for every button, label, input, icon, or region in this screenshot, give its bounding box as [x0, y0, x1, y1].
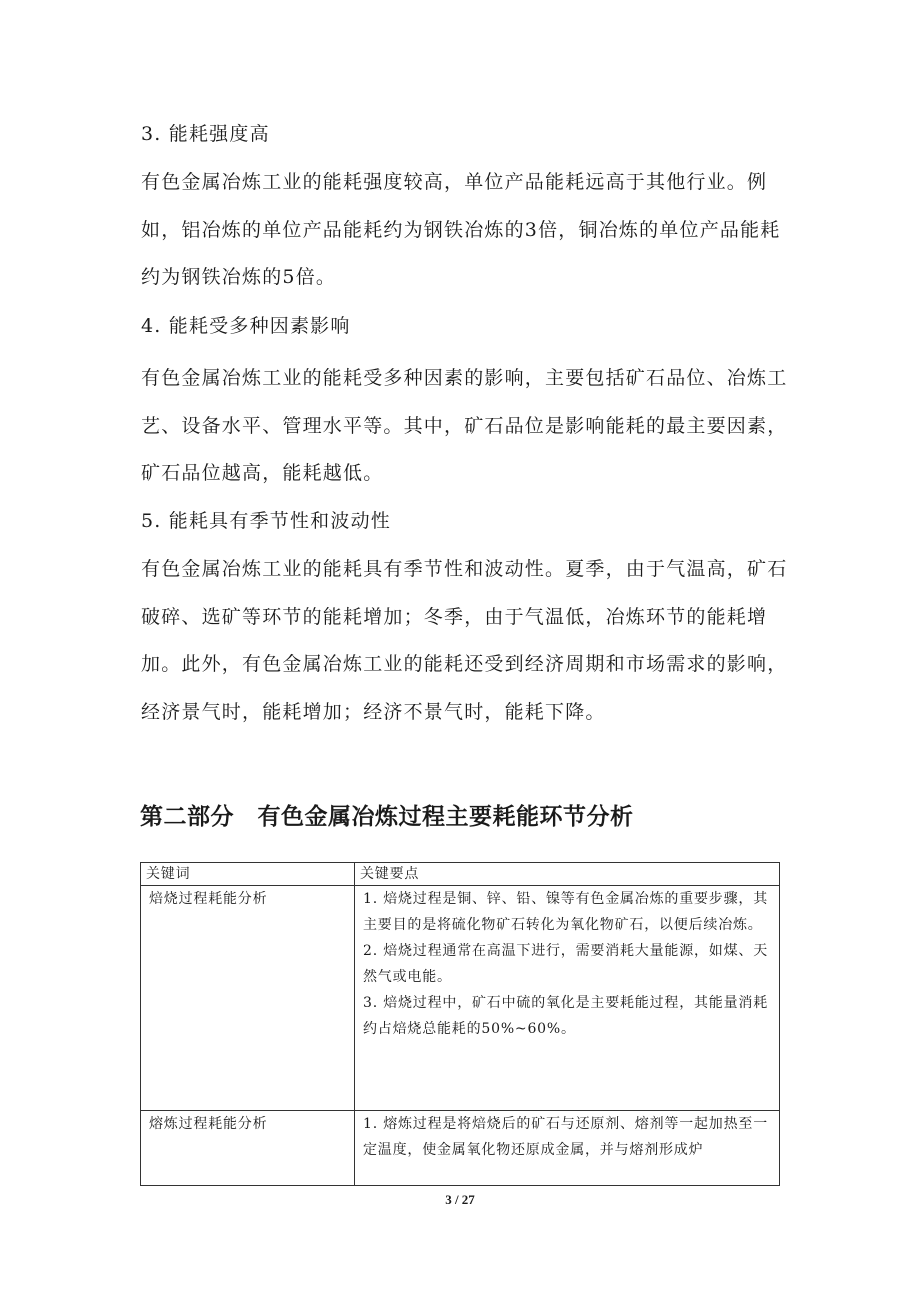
section-heading-3: 3. 能耗强度高: [141, 123, 270, 145]
key-point: 1. 熔炼过程是将焙烧后的矿石与还原剂、熔剂等一起加热至一定温度，使金属氧化物还原成金属，并与熔剂形成炉: [363, 1116, 769, 1158]
part-title: 第二部分 有色金属冶炼过程主要耗能环节分析: [140, 804, 634, 830]
key-point: 3. 焙烧过程中，矿石中硫的氧化是主要耗能过程，其能量消耗约占焙烧总能耗的50%~60%。: [363, 995, 769, 1037]
key-points-table: [140, 862, 780, 1186]
section-paragraph-4: 有色金属冶炼工业的能耗受多种因素的影响，主要包括矿石品位、冶炼工艺、设备水平、管理水平等。其中，矿石品位是影响能耗的最主要因素，矿石品位越高，能耗越低。: [141, 367, 788, 484]
table-cell-points: [355, 1111, 780, 1186]
key-point: 2. 焙烧过程通常在高温下进行，需要消耗大量能源，如煤、天然气或电能。: [363, 943, 769, 985]
table-cell-keyword: 焙烧过程耗能分析: [141, 886, 355, 1111]
table-header-keyword: 关键词: [141, 863, 355, 886]
table-row: [141, 1111, 780, 1186]
page-number: 3 / 27: [445, 1192, 475, 1207]
section-paragraph-5: 有色金属冶炼工业的能耗具有季节性和波动性。夏季，由于气温高，矿石破碎、选矿等环节的能耗增加；冬季，由于气温低，冶炼环节的能耗增加。此外，有色金属冶炼工业的能耗还受到经济周期和市场需求的影响，经济景气时，能耗增加；经济不景气时，能耗下降。: [141, 558, 788, 723]
table-row: [141, 886, 780, 1111]
table-header-points: 关键要点: [355, 863, 780, 886]
section-heading-4: 4. 能耗受多种因素影响: [141, 315, 351, 337]
table-cell-points: [355, 886, 780, 1111]
table-cell-keyword: 熔炼过程耗能分析: [141, 1111, 355, 1186]
section-heading-5: 5. 能耗具有季节性和波动性: [141, 510, 391, 532]
table-header-row: [141, 863, 780, 886]
section-paragraph-3: 有色金属冶炼工业的能耗强度较高，单位产品能耗远高于其他行业。例如，铝冶炼的单位产品能耗约为钢铁冶炼的3倍，铜冶炼的单位产品能耗约为钢铁冶炼的5倍。: [141, 171, 781, 288]
key-point: 1. 焙烧过程是铜、锌、铅、镍等有色金属冶炼的重要步骤，其主要目的是将硫化物矿石转化为氧化物矿石，以便后续冶炼。: [363, 891, 769, 933]
